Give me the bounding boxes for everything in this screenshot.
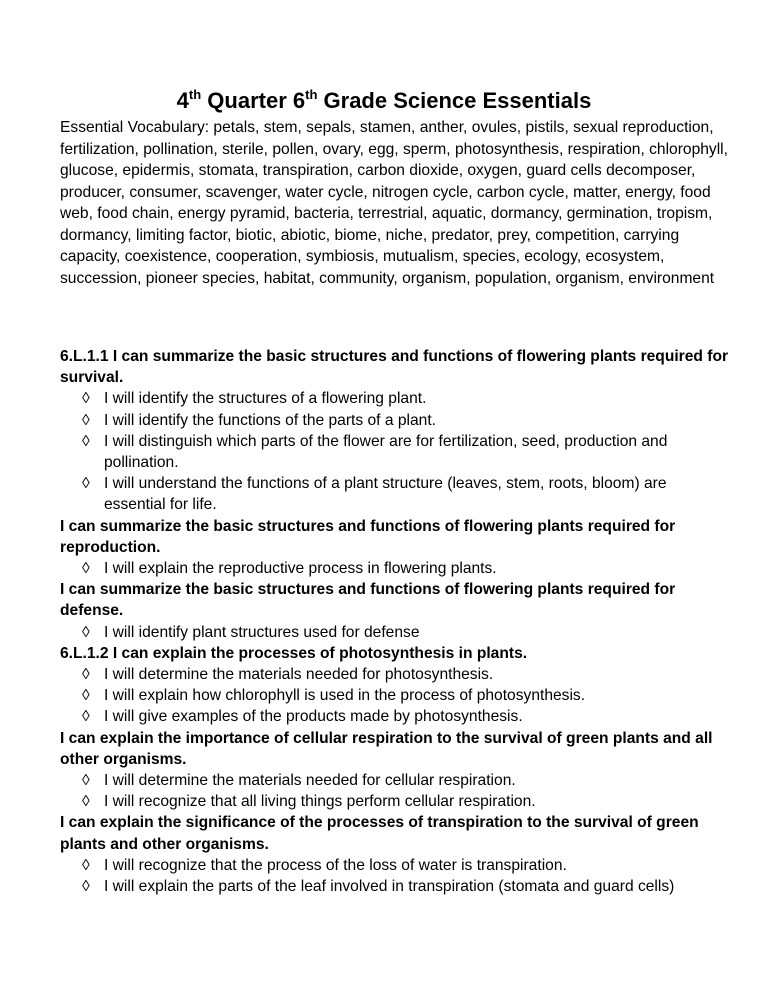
objective-heading: 6.L.1.2 I can explain the processes of photosynthesis in plants. xyxy=(60,644,528,662)
objective-item xyxy=(60,410,736,431)
objective-item-text: I will determine the materials needed for cellular respiration. xyxy=(104,772,516,790)
objectives-list xyxy=(60,346,736,897)
objective-item-text: I will determine the materials needed for photosynthesis. xyxy=(104,666,494,684)
objective-item-text: I will explain the parts of the leaf involved in transpiration (stomata and guard cells) xyxy=(104,878,675,896)
objective-item xyxy=(60,706,736,727)
objective-item xyxy=(60,770,736,791)
diamond-bullet-icon: ◊ xyxy=(82,772,90,790)
diamond-bullet-icon: ◊ xyxy=(82,390,90,408)
objective-item-text: I will recognize that all living things perform cellular respiration. xyxy=(104,793,536,811)
objective-item-text: I will recognize that the process of the loss of water is transpiration. xyxy=(104,856,567,874)
diamond-bullet-icon: ◊ xyxy=(82,560,90,578)
objective-item-text: I will identify plant structures used for defense xyxy=(104,623,420,641)
diamond-bullet-icon: ◊ xyxy=(82,878,90,896)
objective-item-text: I will distinguish which parts of the flower are for fertilization, seed, production and pollination. xyxy=(104,432,668,472)
objective-item-text: I will identify the structures of a flowering plant. xyxy=(104,390,427,408)
objective-heading: I can explain the importance of cellular respiration to the survival of green plants and all other organisms. xyxy=(60,729,713,768)
objective-item xyxy=(60,622,736,643)
objective-item xyxy=(60,388,736,409)
page-title xyxy=(0,88,768,114)
diamond-bullet-icon: ◊ xyxy=(82,432,90,450)
objective-item xyxy=(60,855,736,876)
objective-item xyxy=(60,558,736,579)
objective-heading: I can summarize the basic structures and functions of flowering plants required for defense. xyxy=(60,581,676,620)
objective-item xyxy=(60,473,736,515)
diamond-bullet-icon: ◊ xyxy=(82,856,90,874)
vocabulary-paragraph: Essential Vocabulary: petals, stem, sepals, stamen, anther, ovules, pistils, sexual reproduction, fertilization, pollination, sterile, pollen, ovary, egg, sperm, photosynthesis, respiration, chlorophyll, glucose, epidermis, stomata, transpiration, carbon dioxide, oxygen, guard cells decomposer, producer, consumer, scavenger, water cycle, nitrogen cycle, carbon cycle, matter, energy, food web, food chain, energy pyramid, bacteria, terrestrial, aquatic, dormancy, germination, tropism, dormancy, limiting factor, biotic, abiotic, biome, niche, predator, prey, competition, carrying capacity, coexistence, cooperation, symbiosis, mutualism, species, ecology, ecosystem, succession, pioneer species, habitat, community, organism, population, organism, environment xyxy=(60,119,728,287)
objective-item-text: I will give examples of the products made by photosynthesis. xyxy=(104,708,523,726)
diamond-bullet-icon: ◊ xyxy=(82,411,90,429)
objective-item xyxy=(60,876,736,897)
diamond-bullet-icon: ◊ xyxy=(82,475,90,493)
diamond-bullet-icon: ◊ xyxy=(82,708,90,726)
title-part: Grade Science Essentials xyxy=(317,88,592,113)
diamond-bullet-icon: ◊ xyxy=(82,687,90,705)
diamond-bullet-icon: ◊ xyxy=(82,623,90,641)
objective-item-text: I will explain how chlorophyll is used in the process of photosynthesis. xyxy=(104,687,586,705)
objective-item-text: I will identify the functions of the parts of a plant. xyxy=(104,411,436,429)
diamond-bullet-icon: ◊ xyxy=(82,666,90,684)
objective-heading: 6.L.1.1 I can summarize the basic structures and functions of flowering plants required for survival. xyxy=(60,348,729,387)
title-part: Quarter 6 xyxy=(201,88,306,113)
title-superscript: th xyxy=(305,86,318,102)
objective-heading: I can summarize the basic structures and functions of flowering plants required for reproduction. xyxy=(60,517,676,556)
objective-heading: I can explain the significance of the processes of transpiration to the survival of green plants and other organisms. xyxy=(60,814,699,853)
objective-item-text: I will understand the functions of a plant structure (leaves, stem, roots, bloom) are essential for life. xyxy=(104,475,667,514)
objective-item xyxy=(60,431,736,473)
objective-item xyxy=(60,791,736,812)
objective-item-text: I will explain the reproductive process in flowering plants. xyxy=(104,560,497,578)
diamond-bullet-icon: ◊ xyxy=(82,793,90,811)
objective-item xyxy=(60,685,736,706)
title-superscript: th xyxy=(188,86,202,102)
objective-item xyxy=(60,664,736,685)
title-part: 4 xyxy=(176,88,189,113)
